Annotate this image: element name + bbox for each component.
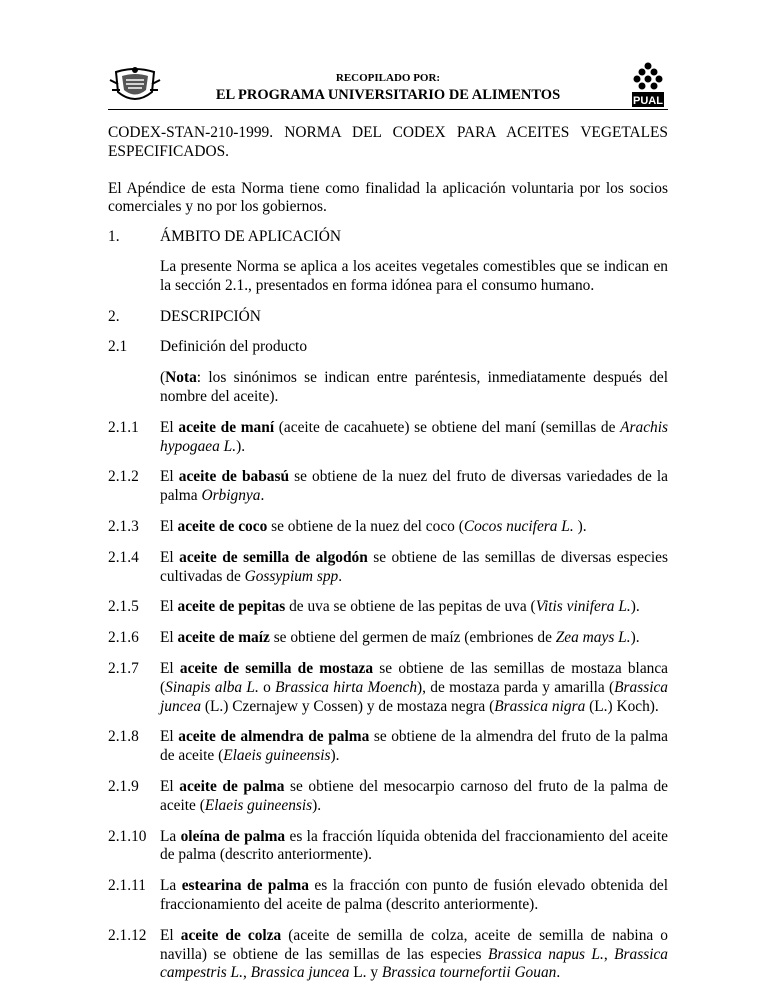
- text-run: se obtiene de las semillas de mostaza blanca (: [160, 659, 669, 696]
- text-run: ,: [242, 964, 251, 982]
- intro-paragraph: El Apéndice de esta Norma tiene como finalidad la aplicación voluntaria por los socios comerciales y no por los gobiernos.: [108, 179, 668, 216]
- item-number: 2.1.4: [108, 548, 139, 566]
- section-1-text: La presente Norma se aplica a los aceites vegetales comestibles que se indican en la sección 2.1., presentados en forma idónea para el consumo humano.: [160, 257, 668, 294]
- text-run: El: [160, 777, 180, 795]
- text-run: (aceite de semilla de colza, aceite de semilla de nabina o navilla) se obtiene de las semillas de las especies: [160, 926, 668, 963]
- definition-item: [108, 518, 668, 537]
- text-run: ), de mostaza parda y amarilla (: [417, 678, 615, 696]
- section-1-heading: [108, 228, 668, 247]
- text-run: es la fracción con punto de fusión elevado obtenida del fraccionamiento del aceite de palma (descrito anteriormente).: [160, 877, 669, 913]
- text-run: ).: [573, 517, 587, 535]
- item-text: [160, 598, 668, 617]
- definition-item: [108, 778, 668, 816]
- text-run: .: [338, 567, 343, 585]
- item-text: [160, 877, 668, 915]
- definition-list: [108, 419, 668, 983]
- definition-item: [108, 927, 668, 983]
- item-number: 2.1.5: [108, 598, 139, 616]
- item-text: [160, 728, 668, 766]
- definition-item: [108, 419, 668, 457]
- text-run: El: [160, 598, 178, 616]
- text-run: El: [160, 659, 180, 677]
- definition-item: [108, 728, 668, 766]
- species-name: Cocos nucifera L.: [463, 517, 574, 535]
- definition-item: [108, 549, 668, 587]
- oil-name: aceite de palma: [179, 777, 285, 795]
- species-name: Zea mays L.: [555, 629, 631, 647]
- text-run: El: [160, 728, 179, 746]
- note-paragraph: (Nota: los sinónimos se indican entre paréntesis, inmediatamente después del nombre del aceite).: [160, 369, 668, 405]
- document-title: CODEX-STAN-210-1999. NORMA DEL CODEX PARA ACEITES VEGETALES ESPECIFICADOS.: [108, 124, 668, 160]
- text-run: ).: [312, 796, 322, 814]
- header-program-name: EL PROGRAMA UNIVERSITARIO DE ALIMENTOS: [215, 87, 561, 103]
- text-run: ).: [330, 747, 340, 765]
- section-title: DESCRIPCIÓN: [160, 307, 261, 325]
- oil-name: aceite de coco: [177, 517, 268, 535]
- item-number: 2.1.7: [108, 659, 139, 677]
- species-name: Elaeis guineensis: [223, 747, 331, 765]
- text-run: El: [160, 418, 179, 436]
- species-name: Orbignya: [201, 487, 261, 505]
- item-text: [160, 419, 668, 457]
- species-name: Brassica napus L.: [487, 945, 604, 963]
- text-run: o: [258, 678, 276, 696]
- oil-name: oleína de palma: [180, 827, 286, 845]
- section-number: 1.: [108, 228, 120, 246]
- item-text: [160, 828, 668, 866]
- oil-name: estearina de palma: [181, 877, 309, 895]
- oil-name: aceite de semilla de algodón: [179, 548, 368, 566]
- definition-item: [108, 828, 668, 866]
- text-run: ).: [630, 629, 640, 647]
- text-run: es la fracción líquida obtenida del fraccionamiento del aceite de palma (descrito anteriormente).: [160, 827, 668, 864]
- oil-name: aceite de pepitas: [177, 598, 286, 616]
- pual-logo-letters: PUAL: [633, 95, 663, 107]
- pual-logo-icon: [628, 62, 668, 108]
- text-run: se obtiene de la nuez del fruto de diversas variedades de la palma: [160, 468, 668, 505]
- section-2-heading: [108, 308, 668, 327]
- definition-item: [108, 877, 668, 915]
- text-run: de uva se obtiene de las pepitas de uva (: [285, 598, 536, 616]
- item-text: [160, 778, 668, 816]
- text-run: La: [160, 877, 182, 895]
- header-compiled-by: RECOPILADO POR:: [335, 72, 441, 84]
- item-text: [160, 927, 668, 983]
- item-number: 2.1.12: [108, 926, 147, 944]
- text-run: se obtiene de la nuez del coco (: [267, 517, 464, 535]
- text-run: (L.) Koch).: [585, 697, 659, 715]
- species-name: Brassica tournefortii Gouan: [381, 964, 557, 982]
- item-number: 2.1.2: [108, 468, 139, 486]
- item-number: 2.1.9: [108, 777, 139, 795]
- text-run: ,: [603, 945, 615, 963]
- species-name: Brassica nigra: [494, 697, 586, 715]
- item-number: 2.1.1: [108, 418, 139, 436]
- item-number: 2.1.11: [108, 877, 146, 895]
- oil-name: aceite de maní: [178, 418, 275, 436]
- item-number: 2.1.6: [108, 629, 139, 647]
- section-title: Definición del producto: [160, 338, 308, 356]
- item-text: [160, 629, 668, 648]
- text-run: L. y: [349, 964, 382, 982]
- item-number: 2.1.3: [108, 517, 139, 535]
- species-name: Arachis hypogaea L.: [160, 418, 668, 455]
- species-name: Vitis vinifera L.: [535, 598, 631, 616]
- text-run: (aceite de cacahuete) se obtiene del maní (semillas de: [274, 418, 621, 436]
- species-name: Brassica juncea: [160, 678, 668, 715]
- text-run: (L.) Czernajew y Cossen) y de mostaza negra (: [201, 697, 495, 715]
- oil-name: aceite de babasú: [178, 468, 289, 486]
- text-run: El: [160, 548, 180, 566]
- text-run: ).: [630, 598, 640, 616]
- species-name: Elaeis guineensis: [204, 796, 313, 814]
- text-run: ).: [236, 437, 246, 455]
- section-number: 2.: [108, 307, 120, 325]
- text-run: se obtiene de las semillas de diversas especies cultivadas de: [160, 548, 668, 585]
- text-run: El: [160, 629, 178, 647]
- definition-item: [108, 468, 668, 506]
- section-number: 2.1: [108, 338, 128, 356]
- text-run: El: [160, 517, 178, 535]
- document-body: [108, 124, 668, 983]
- species-name: Sinapis alba L.: [165, 678, 259, 696]
- item-number: 2.1.10: [108, 827, 147, 845]
- species-name: Brassica juncea: [250, 964, 350, 982]
- text-run: El: [160, 926, 181, 944]
- text-run: se obtiene de la almendra del fruto de la palma de aceite (: [160, 728, 669, 765]
- section-title: ÁMBITO DE APLICACIÓN: [160, 228, 341, 246]
- oil-name: aceite de semilla de mostaza: [179, 659, 374, 677]
- definition-item: [108, 660, 668, 716]
- page-header: [108, 62, 668, 108]
- definition-item: [108, 629, 668, 648]
- text-run: .: [260, 487, 265, 505]
- oil-name: aceite de maíz: [177, 629, 270, 647]
- item-text: [160, 549, 668, 587]
- item-text: [160, 468, 668, 506]
- item-text: [160, 660, 668, 716]
- oil-name: aceite de colza: [180, 926, 282, 944]
- species-name: Brassica campestris L.: [160, 945, 668, 982]
- section-2-1-heading: [108, 338, 668, 357]
- oil-name: aceite de almendra de palma: [178, 728, 370, 746]
- header-rule: [108, 109, 668, 110]
- species-name: Gossypium spp: [244, 567, 339, 585]
- item-text: [160, 518, 668, 537]
- note-label: Nota: [165, 369, 197, 387]
- note-text: : los sinónimos se indican entre paréntesis, inmediatamente después del nombre del aceite).: [160, 369, 668, 405]
- definition-item: [108, 598, 668, 617]
- text-run: se obtiene del germen de maíz (embriones de: [269, 629, 556, 647]
- text-run: El: [160, 468, 179, 486]
- species-name: Brassica hirta Moench: [275, 678, 418, 696]
- text-run: .: [556, 964, 561, 982]
- text-run: se obtiene del mesocarpio carnoso del fruto de la palma de aceite (: [160, 777, 668, 814]
- text-run: La: [160, 827, 181, 845]
- item-number: 2.1.8: [108, 728, 139, 746]
